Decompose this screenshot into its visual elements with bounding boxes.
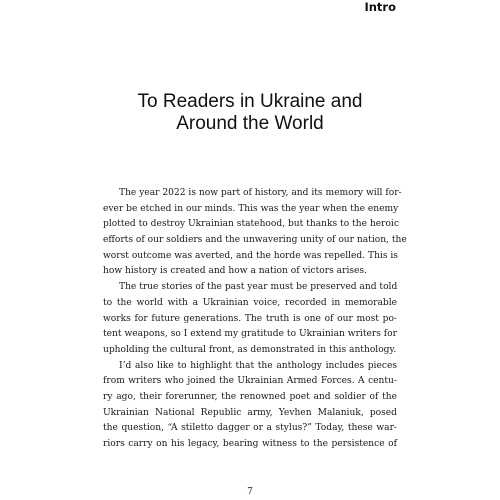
text-line: ever be etched in our minds. This was the year when the enemy [103,203,399,214]
text-line: upholding the cultural front, as demonstrated in this anthology. [103,344,397,355]
text-line: tent weapons, so I extend my gratitude to Ukrainian writers for [103,329,397,340]
chapter-title-line-1: To Readers in Ukraine and [137,91,363,112]
text-line: ry ago, their forerunner, the renowned poet and soldier of the [103,391,397,402]
text-line: to the world with a Ukrainian voice, recorded in memorable [103,297,397,308]
text-line: worst outcome was averted, and the horde was repelled. This is [103,250,398,261]
text-line: Ukrainian National Republic army, Yevhen Malaniuk, posed [103,407,397,418]
chapter-title [0,91,500,135]
chapter-title-line-2: Around the World [176,113,324,134]
text-line: efforts of our soldiers and the unwavering unity of our nation, the [103,235,407,246]
running-head: Intro [364,0,396,14]
body-text [103,186,407,453]
text-line: The true stories of the past year must be preserved and told [119,282,398,293]
text-line: The year 2022 is now part of history, and its memory will for- [119,188,402,198]
text-line: how history is created and how a nation of victors arises. [103,266,367,277]
text-line: the question, “A stiletto dagger or a stylus?” Today, these war- [103,423,397,434]
page-number: 7 [247,487,253,497]
text-line: works for future generations. The truth is one of our most po- [103,313,397,324]
text-line: I’d also like to highlight that the anthology includes pieces [119,360,397,371]
text-line: plotted to destroy Ukrainian statehood, but thanks to the heroic [103,219,399,230]
text-line: riors carry on his legacy, bearing witness to the persistence of [103,439,397,449]
text-line: from writers who joined the Ukrainian Armed Forces. A centu- [103,376,397,387]
